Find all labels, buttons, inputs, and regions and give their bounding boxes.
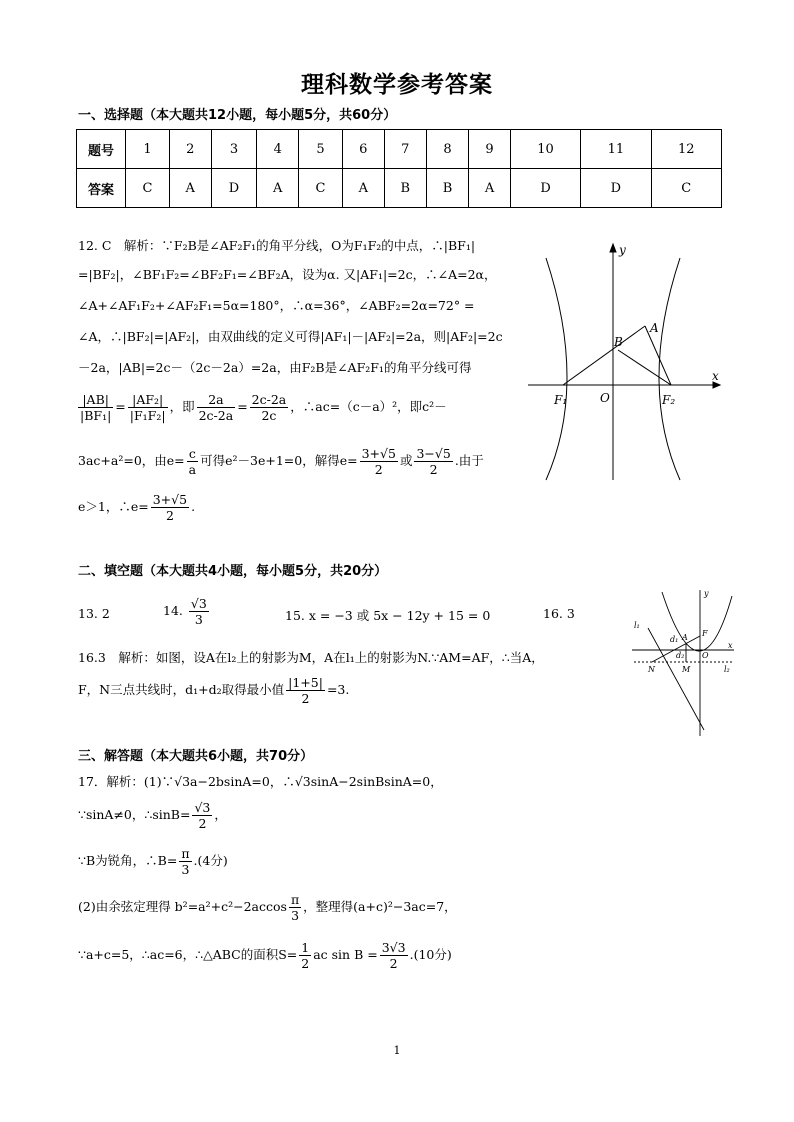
hyperbola-figure (528, 240, 724, 485)
numerator: |1+5| (288, 675, 323, 690)
fraction (128, 392, 168, 423)
q12-line-6 (76, 392, 447, 423)
question-number: 11 (581, 130, 651, 169)
fraction (192, 800, 212, 831)
answer-cell: C (299, 169, 343, 208)
numerator: 2a (197, 392, 236, 408)
numerator: π (181, 846, 190, 861)
answer-cell: D (510, 169, 580, 208)
denominator: |BF₁| (80, 408, 112, 423)
section3-heading: 三、解答题（本大题共6小题，共70分） (78, 749, 314, 764)
text: .(10分) (409, 947, 452, 962)
text: ∵B为锐角，∴B= (78, 853, 178, 868)
numerator: 3+√5 (152, 492, 188, 507)
label-l1: l₁ (634, 621, 640, 630)
answer-cell: A (257, 169, 299, 208)
equals-sign: = (115, 399, 126, 414)
text: ，∴ac=（c－a）²，即c²－ (290, 399, 447, 414)
fraction (380, 940, 408, 971)
q17-line-2 (78, 800, 227, 831)
question-number: 5 (299, 130, 343, 169)
answer-cell: C (126, 169, 170, 208)
text: .由于 (454, 453, 484, 468)
denominator: a (188, 462, 197, 477)
fraction (78, 392, 113, 423)
label-d2: d₂ (676, 651, 685, 660)
text: ，整理得(a+c)²−3ac=7， (303, 899, 457, 914)
text: ，即 (169, 399, 195, 414)
question-number: 1 (126, 130, 170, 169)
q12-line-3: ∠A+∠AF₁F₂+∠AF₂F₁=5α=180°，∴α=36°，∠ABF₂=2α=72° = (78, 298, 475, 313)
q17-line-4 (78, 892, 457, 923)
section1-heading: 一、选择题（本大题共12小题，每小题5分，共60分） (78, 108, 397, 123)
text: 或 (399, 453, 413, 468)
numerator: 2c-2a (251, 392, 287, 407)
label-o: O (600, 391, 610, 405)
denominator: 2 (198, 816, 207, 831)
question-number: 6 (342, 130, 384, 169)
answer-cell: A (169, 169, 211, 208)
denominator: 3 (291, 908, 300, 923)
numerator: π (290, 892, 300, 907)
label-a: A (682, 633, 688, 642)
denominator: 2 (374, 462, 383, 477)
parabola-figure (628, 588, 736, 738)
fraction (189, 596, 209, 627)
hyperbola-left-branch (546, 258, 567, 480)
text: 3ac+a²=0，由e= (78, 453, 185, 468)
text: ∵a+c=5，∴ac=6，∴△ABC的面积S= (78, 947, 298, 962)
answer-16: 16. 3 (543, 606, 575, 621)
fraction (360, 446, 398, 477)
label-n: N (648, 665, 655, 674)
q16-solution-line-2 (78, 675, 349, 706)
label-x: x (728, 641, 733, 650)
label-f1: F₁ (554, 393, 568, 407)
label-a: A (650, 321, 659, 335)
q12-line-8 (78, 492, 195, 523)
numerator: 3+√5 (361, 446, 396, 461)
label-y: y (704, 589, 709, 598)
text: ， (214, 807, 227, 822)
label-m: M (682, 665, 691, 674)
label-l2: l₂ (724, 665, 730, 674)
text: (2)由余弦定理得 b²=a²+c²−2accos (78, 899, 287, 914)
text: .(4分) (193, 853, 228, 868)
text: =3. (326, 682, 350, 697)
label-f2: F₂ (662, 393, 676, 407)
denominator: 2c-2a (198, 408, 234, 423)
page-number: 1 (393, 1044, 401, 1057)
denominator: 2 (429, 462, 438, 477)
numerator: 1 (301, 940, 310, 955)
q12-line-1: 12. C 解析：∵F₂B是∠AF₂F₁的角平分线，O为F₁F₂的中点，∴|BF₁| (78, 238, 476, 253)
label-x: x (712, 369, 719, 383)
answer-cell: A (342, 169, 384, 208)
question-number: 4 (257, 130, 299, 169)
y-axis-arrow-icon (610, 244, 616, 252)
text: ∵sinA≠0，∴sinB= (78, 807, 191, 822)
fraction (187, 446, 198, 477)
denominator: 2 (165, 508, 174, 523)
answer-cell: C (651, 169, 721, 208)
label-o: O (702, 651, 709, 660)
answer-table (76, 129, 722, 208)
row-label-answer: 答案 (77, 169, 126, 208)
fraction (250, 392, 289, 423)
answer-15: 15. x = −3 或 5x − 12y + 15 = 0 (285, 608, 491, 623)
answer-cell: B (426, 169, 468, 208)
text: 14. (163, 603, 183, 618)
fraction (286, 675, 325, 706)
numerator: √3 (194, 800, 211, 815)
row-label-number: 题号 (77, 130, 126, 169)
numerator: 3−√5 (416, 446, 451, 461)
hyperbola-right-branch (659, 258, 680, 480)
q12-line-7 (78, 446, 484, 477)
label-d1: d₁ (670, 635, 679, 644)
fraction (299, 940, 311, 971)
answer-14 (163, 596, 211, 627)
q12-line-5: －2a，|AB|=2c－（2c－2a）=2a，由F₂B是∠AF₂F₁的角平分线可得 (78, 360, 472, 375)
answer-cell: D (581, 169, 651, 208)
section2-heading: 二、填空题（本大题共4小题，每小题5分，共20分） (78, 564, 388, 579)
q12-line-2: =|BF₂|，∠BF₁F₂=∠BF₂F₁=∠BF₂A，设为α. 又|AF₁|=2c，∴∠A=2α， (78, 267, 497, 282)
question-number: 9 (469, 130, 511, 169)
equals-sign: = (237, 399, 248, 414)
denominator: |F₁F₂| (129, 408, 166, 423)
q17-line-1: 17．解析：(1)∵√3a−2bsinA=0，∴√3sinA−2sinBsinA=0， (78, 774, 443, 789)
denominator: 3 (181, 862, 190, 877)
answer-13: 13. 2 (78, 606, 110, 621)
question-number: 12 (651, 130, 721, 169)
answer-cell: B (384, 169, 426, 208)
answer-table-number-row (77, 130, 722, 169)
fraction (289, 892, 301, 923)
fraction (151, 492, 189, 523)
text: 可得e²－3e+1=0，解得e= (200, 453, 358, 468)
text: ac sin B = (313, 947, 378, 962)
numerator: |AF₂| (128, 392, 168, 408)
q16-solution-line-1: 16.3 解析：如图，设A在l₂上的射影为M，A在l₁上的射影为N.∵AM=AF，∴当A， (78, 650, 544, 665)
text: e＞1，∴e= (78, 499, 149, 514)
fraction (197, 392, 236, 423)
denominator: 3 (194, 612, 203, 627)
label-f: F (702, 629, 708, 638)
question-number: 8 (426, 130, 468, 169)
answer-table-answer-row (77, 169, 722, 208)
question-number: 2 (169, 130, 211, 169)
text: F，N三点共线时，d₁+d₂取得最小值 (78, 682, 285, 697)
denominator: 2 (301, 956, 310, 971)
segment-f1-a (563, 326, 645, 385)
q12-line-4: ∠A，∴|BF₂|=|AF₂|，由双曲线的定义可得|AF₁|－|AF₂|=2a，则|AF₂|=2c (78, 329, 503, 344)
numerator: √3 (190, 596, 207, 611)
numerator: 3√3 (381, 940, 406, 955)
text: . (191, 499, 196, 514)
answer-cell: A (469, 169, 511, 208)
denominator: 2 (301, 691, 310, 706)
label-y: y (619, 243, 626, 257)
fraction (414, 446, 452, 477)
fraction (179, 846, 191, 877)
answer-cell: D (211, 169, 257, 208)
q17-line-5 (78, 940, 452, 971)
question-number: 7 (384, 130, 426, 169)
numerator: |AB| (78, 392, 113, 408)
question-number: 10 (510, 130, 580, 169)
question-number: 3 (211, 130, 257, 169)
label-b: B (614, 335, 623, 349)
q17-line-3 (78, 846, 228, 877)
page-title: 理科数学参考答案 (301, 72, 493, 98)
denominator: 2c (261, 408, 277, 423)
numerator: c (187, 446, 198, 462)
denominator: 2 (389, 956, 398, 971)
